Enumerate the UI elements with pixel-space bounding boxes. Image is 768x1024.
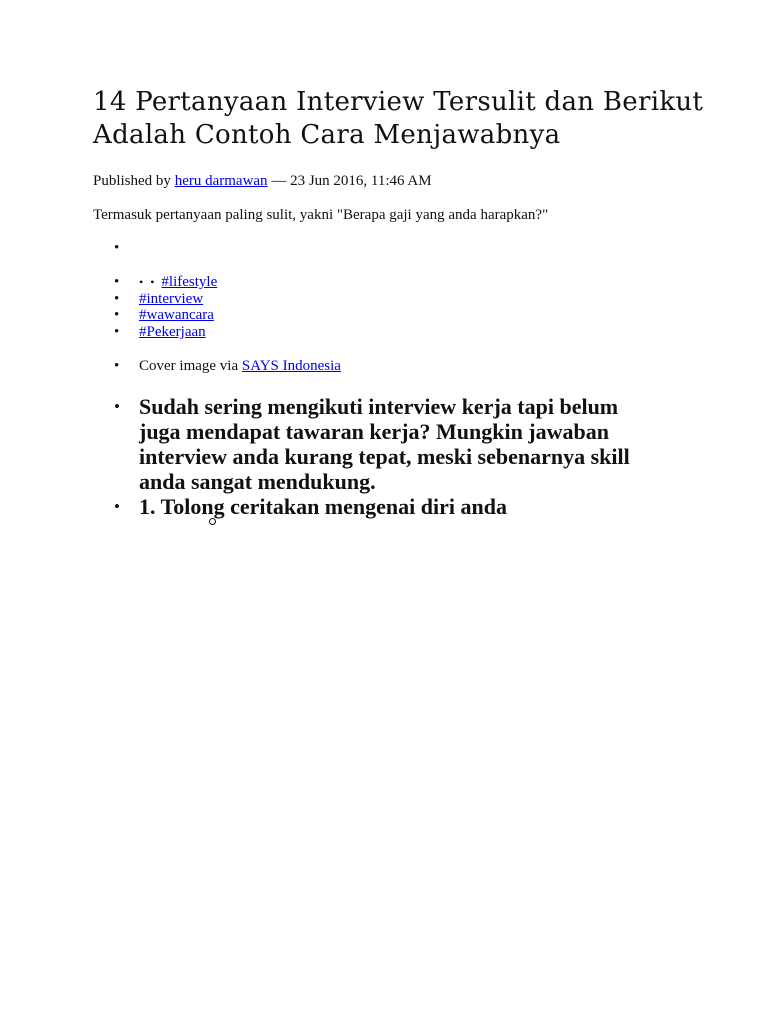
cover-source-link[interactable]: SAYS Indonesia	[241, 358, 341, 374]
bullet-icon	[114, 394, 120, 419]
bullet-icon	[114, 324, 119, 341]
article	[93, 86, 713, 519]
tag-link-lifestyle[interactable]: #lifestyle	[161, 274, 218, 290]
body-item	[93, 394, 653, 494]
body-item	[93, 494, 653, 519]
nested-bullets	[139, 274, 217, 291]
bullet-icon	[114, 494, 120, 519]
bullet-icon	[139, 274, 143, 291]
tag-link-wawancara[interactable]: #wawancara	[139, 307, 214, 323]
tag-link-pekerjaan[interactable]: #Pekerjaan	[139, 324, 206, 340]
bullet-icon	[150, 274, 154, 291]
bullet-icon	[114, 274, 119, 291]
author-link[interactable]: heru darmawan	[174, 173, 268, 189]
byline-date: — 23 Jun 2016, 11:46 AM	[267, 173, 432, 189]
byline	[93, 172, 432, 190]
tag-link-interview[interactable]: #interview	[139, 291, 204, 307]
bullet-icon	[114, 291, 119, 308]
byline-prefix: Published by	[93, 173, 175, 189]
bullet-icon	[114, 240, 119, 257]
article-lead: Termasuk pertanyaan paling sulit, yakni "Berapa gaji yang anda harapkan?"	[93, 207, 549, 223]
cover-credit-text	[139, 358, 341, 375]
article-title: 14 Pertanyaan Interview Tersulit dan Berikut Adalah Contoh Cara Menjawabnya	[93, 87, 704, 150]
question-heading: 1. Tolong ceritakan mengenai diri anda	[139, 494, 507, 519]
bullet-icon	[114, 307, 119, 324]
body-list	[93, 394, 653, 519]
circle-bullet-icon	[209, 518, 216, 525]
body-intro-text: Sudah sering mengikuti interview kerja tapi belum juga mendapat tawaran kerja? Mungkin jawaban interview anda kurang tepat, meski sebenarnya skill anda sangat mendukung.	[139, 394, 630, 494]
bullet-icon	[114, 358, 119, 375]
cover-credit-prefix: Cover image via	[139, 358, 242, 374]
